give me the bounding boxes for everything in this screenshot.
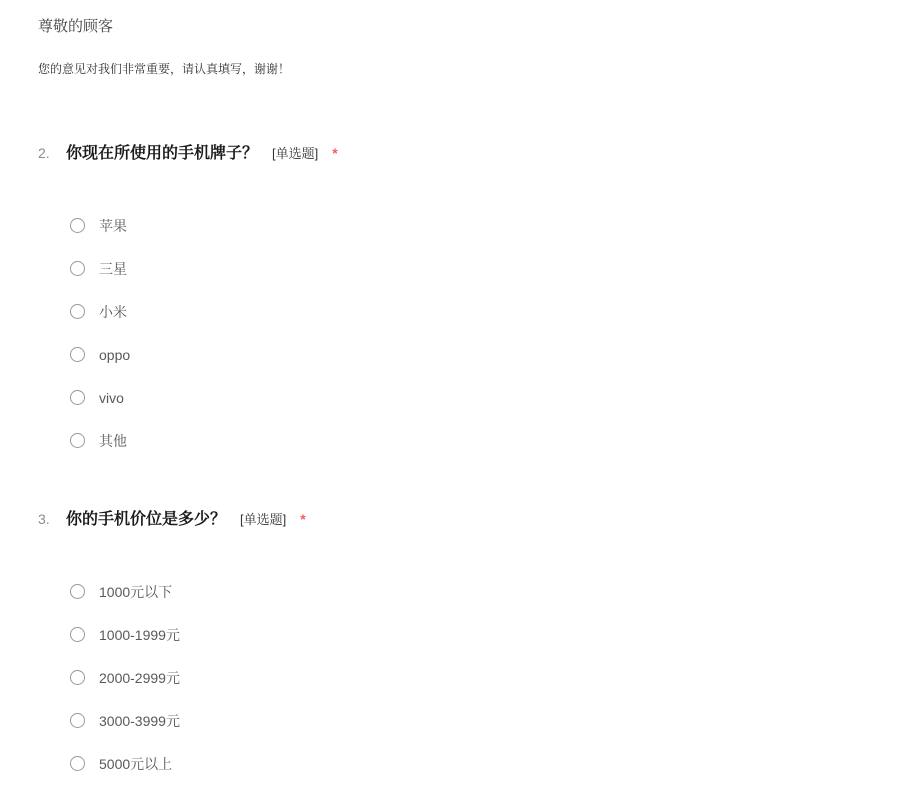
radio-button[interactable] bbox=[70, 584, 85, 599]
option-label: 1000元以下 bbox=[99, 583, 173, 600]
survey-greeting-subtitle: 您的意见对我们非常重要，请认真填写，谢谢！ bbox=[38, 62, 291, 76]
radio-button[interactable] bbox=[70, 670, 85, 685]
option-row[interactable] bbox=[70, 699, 862, 742]
question-2-title-row bbox=[38, 143, 862, 164]
option-row[interactable] bbox=[70, 247, 862, 290]
question-3-title-row bbox=[38, 509, 862, 530]
radio-button[interactable] bbox=[70, 347, 85, 362]
option-row[interactable] bbox=[70, 290, 862, 333]
question-title: 你的手机价位是多少？ bbox=[66, 511, 227, 528]
question-number: 3. bbox=[38, 511, 50, 527]
option-row[interactable] bbox=[70, 204, 862, 247]
option-row[interactable] bbox=[70, 333, 862, 376]
option-row[interactable] bbox=[70, 742, 862, 785]
question-title: 你现在所使用的手机牌子？ bbox=[66, 145, 259, 162]
required-asterisk: * bbox=[332, 145, 338, 161]
survey-greeting-title: 尊敬的顾客 bbox=[38, 18, 114, 35]
required-asterisk: * bbox=[300, 511, 306, 527]
question-3-options bbox=[38, 570, 862, 785]
option-label: 1000-1999元 bbox=[99, 626, 180, 643]
option-label: vivo bbox=[99, 389, 124, 406]
option-label: 苹果 bbox=[99, 217, 127, 234]
question-3 bbox=[38, 509, 862, 785]
radio-button[interactable] bbox=[70, 433, 85, 448]
radio-button[interactable] bbox=[70, 713, 85, 728]
radio-button[interactable] bbox=[70, 304, 85, 319]
option-label: 2000-2999元 bbox=[99, 669, 180, 686]
option-label: 其他 bbox=[99, 432, 127, 449]
option-label: oppo bbox=[99, 346, 131, 363]
option-label: 三星 bbox=[99, 260, 127, 277]
option-row[interactable] bbox=[70, 656, 862, 699]
option-row[interactable] bbox=[70, 419, 862, 462]
option-label: 小米 bbox=[99, 303, 127, 320]
question-number: 2. bbox=[38, 145, 50, 161]
radio-button[interactable] bbox=[70, 218, 85, 233]
question-2-options bbox=[38, 204, 862, 462]
question-2 bbox=[38, 143, 862, 462]
option-label: 3000-3999元 bbox=[99, 712, 180, 729]
option-label: 5000元以上 bbox=[99, 755, 173, 772]
radio-button[interactable] bbox=[70, 261, 85, 276]
question-type-tag: [单选题] bbox=[272, 146, 319, 161]
radio-button[interactable] bbox=[70, 756, 85, 771]
option-row[interactable] bbox=[70, 376, 862, 419]
radio-button[interactable] bbox=[70, 390, 85, 405]
option-row[interactable] bbox=[70, 570, 862, 613]
radio-button[interactable] bbox=[70, 627, 85, 642]
question-type-tag: [单选题] bbox=[240, 512, 287, 527]
option-row[interactable] bbox=[70, 613, 862, 656]
